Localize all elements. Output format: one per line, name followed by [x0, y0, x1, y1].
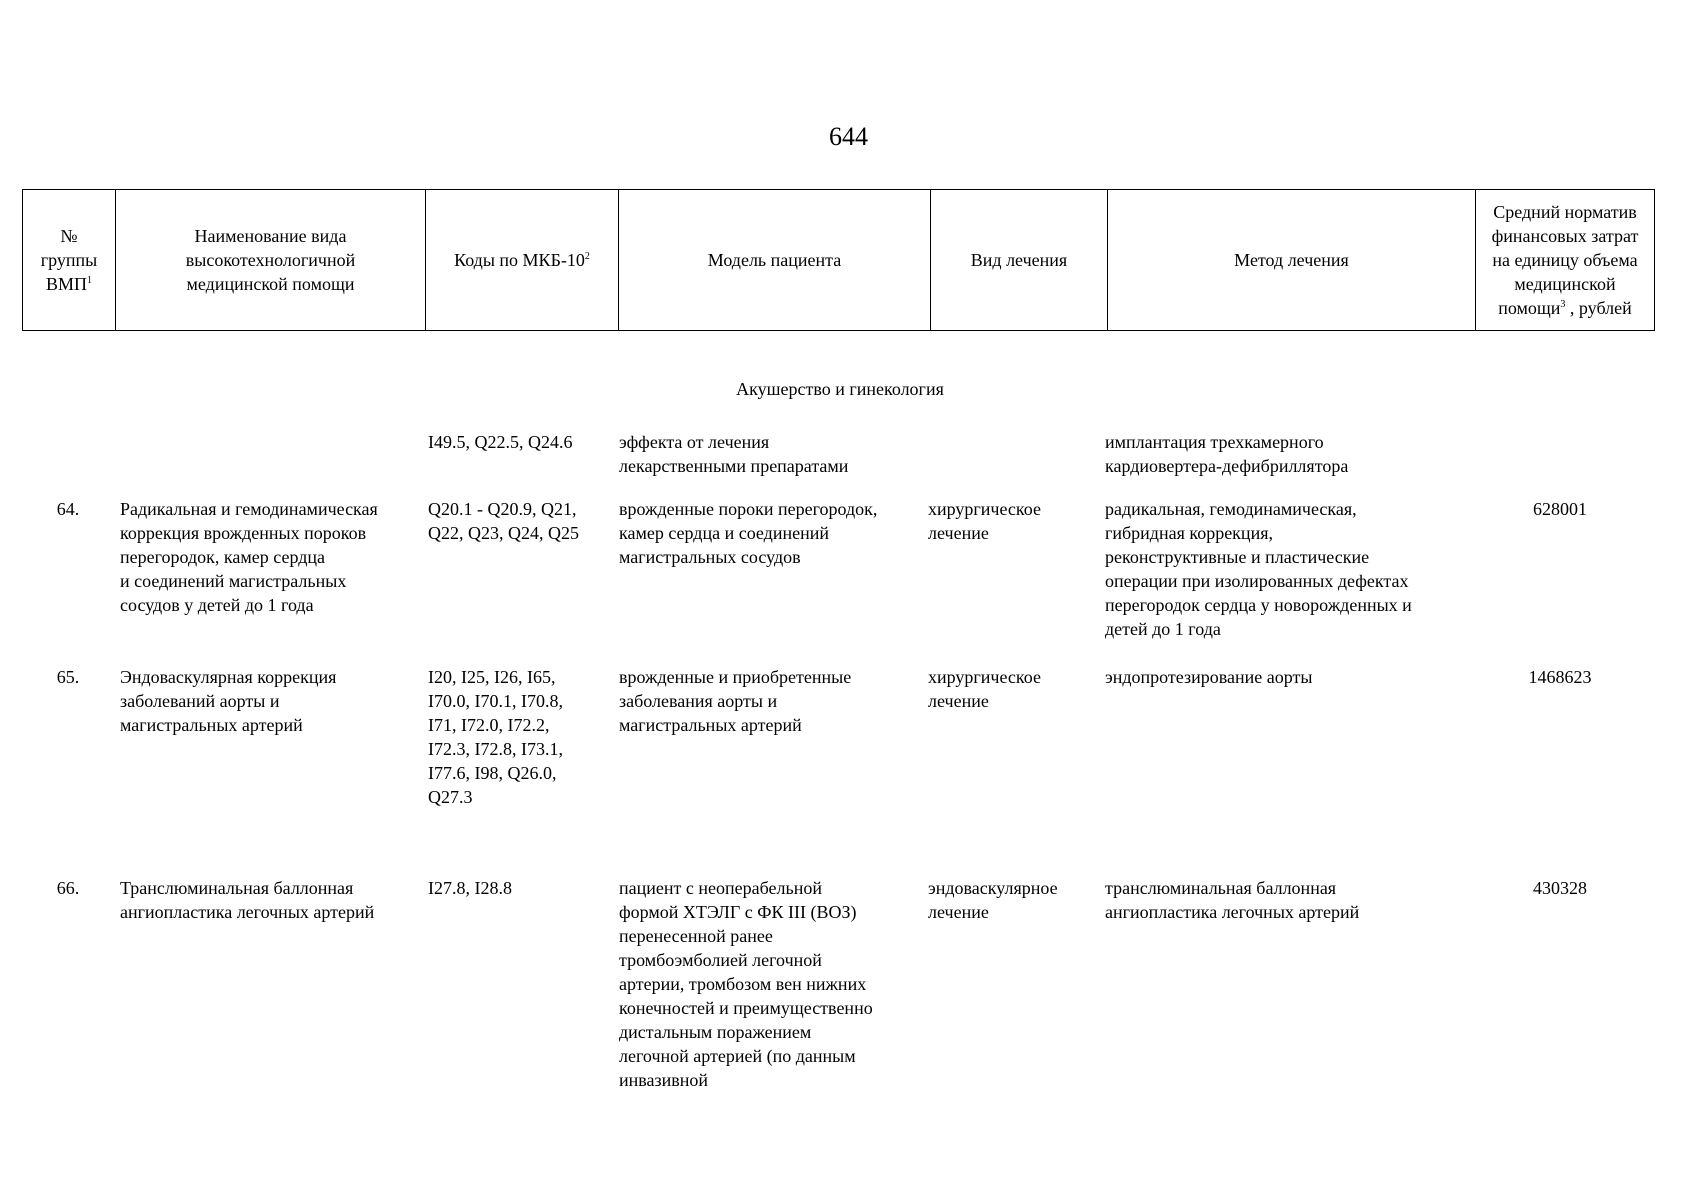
- cell-line: магистральных артерий: [120, 715, 303, 735]
- header-model: [619, 190, 931, 331]
- cell-line: имплантация трехкамерного: [1105, 432, 1324, 452]
- header-text: Модель пациента: [707, 250, 842, 270]
- cell-line: лечение: [928, 691, 989, 711]
- cell-line: I77.6, I98, Q26.0,: [428, 763, 557, 783]
- header-text: группы: [40, 250, 98, 270]
- cell-line: эффекта от лечения: [619, 432, 770, 452]
- page-number: 644: [829, 122, 868, 151]
- row-number: 64.: [56, 499, 80, 519]
- row-treatment: [928, 876, 1058, 924]
- cell-line: ангиопластика легочных артерий: [120, 902, 375, 922]
- cell-line: гибридная коррекция,: [1105, 523, 1273, 543]
- cell-line: I70.0, I70.1, I70.8,: [428, 691, 563, 711]
- header-text: Наименование вида: [194, 226, 347, 246]
- cell-line: заболеваний аорты и: [120, 691, 280, 711]
- cell-line: легочной артерией (по данным: [619, 1046, 856, 1066]
- cell-line: I27.8, I28.8: [428, 878, 512, 898]
- cell-line: I72.3, I72.8, I73.1,: [428, 739, 563, 759]
- header-text: медицинской помощи: [186, 274, 355, 294]
- cell-line: перегородок сердца у новорожденных и: [1105, 595, 1412, 615]
- row-codes: [428, 497, 579, 545]
- header-method: [1108, 190, 1476, 331]
- row-method: [1105, 665, 1312, 689]
- row-number: 65.: [56, 667, 80, 687]
- cell-line: конечностей и преимущественно: [619, 998, 873, 1018]
- row-codes: [428, 665, 563, 809]
- cell-line: врожденные и приобретенные: [619, 667, 852, 687]
- row-method: [1105, 497, 1412, 641]
- section-title: Акушерство и гинекология: [736, 379, 944, 399]
- row-model: [619, 497, 877, 569]
- cell-line: операции при изолированных дефектах: [1105, 571, 1409, 591]
- header-cost: [1476, 190, 1655, 331]
- header-text: , рублей: [1565, 298, 1632, 318]
- cell-line: хирургическое: [928, 667, 1041, 687]
- row-name: [120, 876, 374, 924]
- continuation-codes: [428, 430, 573, 454]
- cell-line: магистральных сосудов: [619, 547, 801, 567]
- continuation-model: [619, 430, 848, 478]
- row-cost: 628001: [1533, 499, 1587, 519]
- cell-line: Транслюминальная баллонная: [120, 878, 354, 898]
- header-text: №: [60, 226, 78, 246]
- continuation-method: [1105, 430, 1348, 478]
- header-text: Метод лечения: [1234, 250, 1349, 270]
- header-codes: [426, 190, 619, 331]
- cell-line: дистальным поражением: [619, 1022, 812, 1042]
- cell-line: магистральных артерий: [619, 715, 802, 735]
- header-text: помощи: [1498, 298, 1561, 318]
- header-treatment: [931, 190, 1108, 331]
- row-number: 66.: [56, 878, 80, 898]
- cell-line: Радикальная и гемодинамическая: [120, 499, 378, 519]
- row-treatment: [928, 497, 1041, 545]
- header-text: ВМП: [45, 274, 87, 294]
- row-cost: 430328: [1533, 878, 1587, 898]
- footnote-marker: 2: [584, 251, 590, 262]
- header-text: медицинской: [1514, 274, 1616, 294]
- cell-line: эндоваскулярное: [928, 878, 1058, 898]
- cell-line: артерии, тромбозом вен нижних: [619, 974, 867, 994]
- header-group-number: [23, 190, 116, 331]
- row-treatment: [928, 665, 1041, 713]
- header-text: Средний норматив: [1493, 202, 1637, 222]
- cell-line: тромбоэмболией легочной: [619, 950, 822, 970]
- cell-line: врожденные пороки перегородок,: [619, 499, 878, 519]
- cell-line: Q27.3: [428, 787, 473, 807]
- cell-line: I20, I25, I26, I65,: [428, 667, 556, 687]
- cell-line: лечение: [928, 523, 989, 543]
- cell-line: инвазивной: [619, 1070, 709, 1090]
- header-text: финансовых затрат: [1491, 226, 1639, 246]
- cell-line: I49.5, Q22.5, Q24.6: [428, 432, 573, 452]
- cell-line: реконструктивные и пластические: [1105, 547, 1370, 567]
- cell-line: эндопротезирование аорты: [1105, 667, 1313, 687]
- row-codes: [428, 876, 512, 900]
- cell-line: перегородок, камер сердца: [120, 547, 326, 567]
- cell-line: хирургическое: [928, 499, 1041, 519]
- cell-line: формой ХТЭЛГ с ФК III (ВОЗ): [619, 902, 857, 922]
- row-name: [120, 665, 336, 737]
- footnote-marker: 3: [1560, 299, 1566, 310]
- header-name: [116, 190, 426, 331]
- cell-line: Эндоваскулярная коррекция: [120, 667, 337, 687]
- row-cost: 1468623: [1528, 667, 1592, 687]
- footnote-marker: 1: [87, 275, 92, 286]
- cell-line: коррекция врожденных пороков: [120, 523, 367, 543]
- cell-line: Q20.1 - Q20.9, Q21,: [428, 499, 577, 519]
- cell-line: перенесенной ранее: [619, 926, 773, 946]
- cell-line: камер сердца и соединений: [619, 523, 829, 543]
- cell-line: I71, I72.0, I72.2,: [428, 715, 550, 735]
- cell-line: сосудов у детей до 1 года: [120, 595, 314, 615]
- cell-line: пациент с неоперабельной: [619, 878, 822, 898]
- cell-line: заболевания аорты и: [619, 691, 778, 711]
- cell-line: радикальная, гемодинамическая,: [1105, 499, 1357, 519]
- header-text: высокотехнологичной: [185, 250, 356, 270]
- row-model: [619, 665, 851, 737]
- cell-line: лекарственными препаратами: [619, 456, 849, 476]
- table-header: [22, 189, 1655, 331]
- row-name: [120, 497, 378, 617]
- row-method: [1105, 876, 1359, 924]
- cell-line: кардиовертера-дефибриллятора: [1105, 456, 1349, 476]
- cell-line: ангиопластика легочных артерий: [1105, 902, 1360, 922]
- row-model: [619, 876, 873, 1092]
- header-text: Вид лечения: [970, 250, 1068, 270]
- cell-line: и соединений магистральных: [120, 571, 347, 591]
- cell-line: Q22, Q23, Q24, Q25: [428, 523, 579, 543]
- cell-line: лечение: [928, 902, 989, 922]
- header-text: на единицу объема: [1492, 250, 1638, 270]
- header-text: Коды по МКБ-10: [454, 250, 585, 270]
- cell-line: детей до 1 года: [1105, 619, 1221, 639]
- cell-line: транслюминальная баллонная: [1105, 878, 1337, 898]
